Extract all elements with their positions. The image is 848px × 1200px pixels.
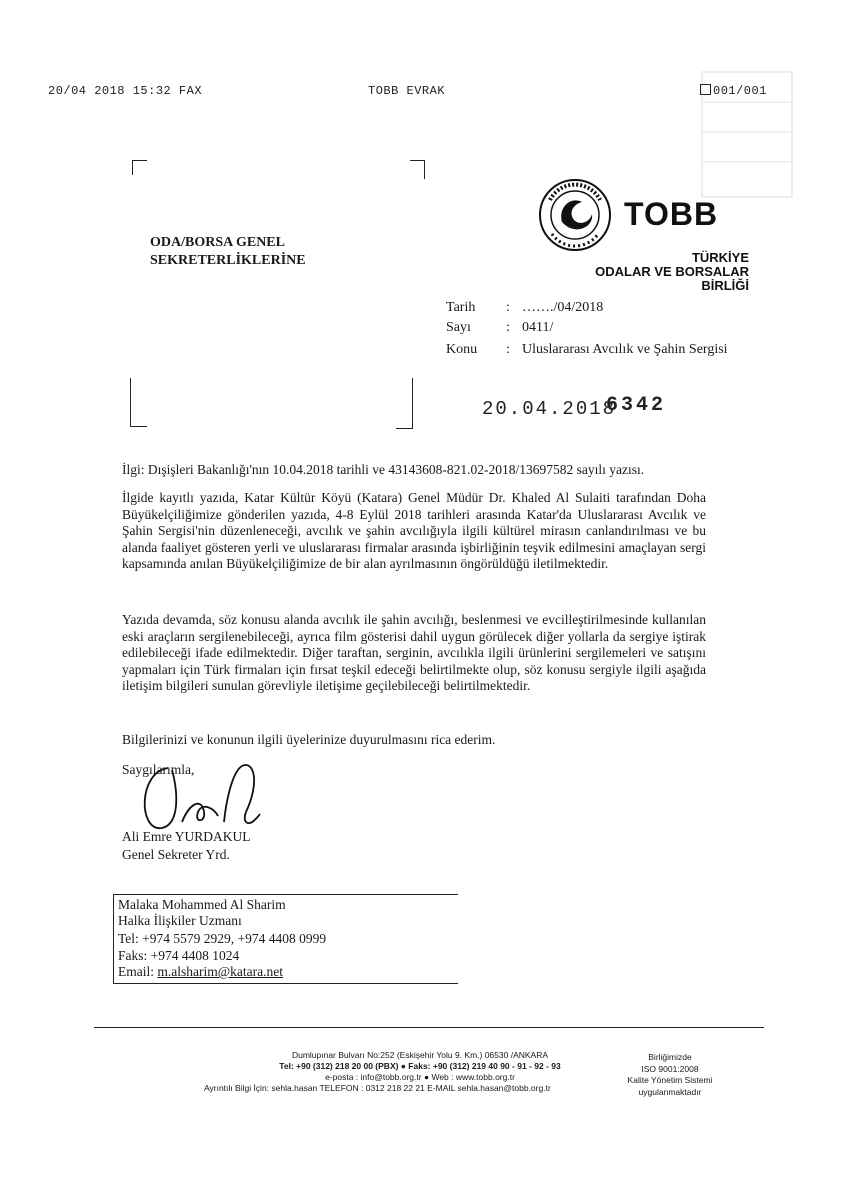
subject-label: Konu — [446, 342, 478, 357]
footer-iso-2: ISO 9001:2008 — [641, 1063, 699, 1074]
number-colon: : — [506, 320, 510, 335]
signer-block — [122, 828, 250, 864]
footer-contact — [204, 1050, 610, 1094]
date-colon: : — [506, 300, 510, 315]
bracket-top-left — [132, 160, 147, 175]
footer-web: e-posta : info@tobb.org.tr ● Web : www.tobb.org.tr — [325, 1072, 515, 1082]
body-paragraph-3: Bilgilerinizi ve konunun ilgili üyelerinize duyurulmasını rica ederim. — [122, 732, 496, 747]
received-stamp-number: 6342 — [606, 394, 667, 417]
fax-sender: TOBB EVRAK — [368, 84, 446, 98]
contact-fax: Faks: +974 4408 1024 — [118, 948, 240, 963]
org-line-2: ODALAR VE BORSALAR — [595, 264, 749, 279]
footer-iso-4: uygulanmaktadır — [638, 1086, 702, 1097]
date-label: Tarih — [446, 300, 476, 315]
footer-iso — [620, 1052, 720, 1098]
bracket-bottom-left — [130, 378, 147, 427]
subject-value: Uluslararası Avcılık ve Şahin Sergisi — [522, 342, 728, 357]
tobb-emblem-icon — [538, 178, 612, 252]
reference-line: İlgi: Dışişleri Bakanlığı'nın 10.04.2018 tarihli ve 43143608-821.02-2018/13697582 sayılı yazısı. — [122, 462, 645, 477]
contact-role: Halka İlişkiler Uzmanı — [118, 913, 242, 928]
number-value: 0411/ — [522, 320, 554, 335]
footer-detail: Ayrıntılı Bilgi İçin: sehla.hasan TELEFON : 0312 218 22 21 E-MAIL sehla.hasan@tobb.org.tr — [204, 1083, 551, 1093]
addressee-line-2: SEKRETERLİKLERİNE — [150, 253, 306, 268]
contact-email-link[interactable]: m.alsharim@katara.net — [157, 964, 284, 979]
footer-iso-3: Kalite Yönetim Sistemi — [627, 1075, 713, 1085]
contact-email-row — [118, 964, 283, 980]
bracket-bottom-right — [396, 378, 413, 429]
bracket-top-right — [410, 160, 425, 179]
tobb-logo-text: TOBB — [624, 196, 719, 232]
footer-address: Dumlupınar Bulvarı No:252 (Eskişehir Yolu 9. Km.) 06530 /ANKARA — [291, 1050, 549, 1060]
body-paragraph-2: Yazıda devamda, söz konusu alanda avcılık ile şahin avcılığı, beslenmesi ve evcilleştirilmesinde kullanılan eski araçların sergilenebileceği, ayrıca film gösterisi dahil uygun görülecek diğer yollarla da sergiye iştirak edilebileceği ifade edilmektedir. Diğer taraftan, serginin, avcılıkla ilgili ürünlerini sergilemeleri ve satışını yapmaları için Türk firmaları için fırsat teşkil edeceği belirtilmekte olup, söz konusu sergiyle ilgili aşağıda iletişim bilgileri sunulan görevliyle iletişime geçilebileceği belirtilmektedir. — [122, 612, 706, 693]
org-line-3: BİRLİĞİ — [701, 278, 749, 293]
signer-name: Ali Emre YURDAKUL — [122, 829, 251, 844]
addressee — [150, 234, 306, 270]
contact-email-label: Email: — [118, 964, 158, 979]
contact-tel: Tel: +974 5579 2929, +974 4408 0999 — [118, 931, 327, 946]
addressee-line-1: ODA/BORSA GENEL — [150, 235, 285, 250]
salutation: Saygılarımla, — [122, 762, 195, 777]
received-stamp-date: 20.04.2018 — [482, 398, 617, 420]
footer-phones: Tel: +90 (312) 218 20 00 (PBX) ● Faks: +90 (312) 219 40 90 - 91 - 92 - 93 — [279, 1061, 561, 1071]
footer-rule — [94, 1027, 764, 1028]
org-line-1: TÜRKİYE — [691, 250, 749, 265]
contact-box — [113, 894, 458, 984]
footer-iso-1: Birliğimizde — [648, 1052, 692, 1062]
signer-title: Genel Sekreter Yrd. — [122, 847, 230, 862]
subject-colon: : — [506, 342, 510, 357]
body-paragraph-1: İlgide kayıtlı yazıda, Katar Kültür Köyü (Katara) Genel Müdür Dr. Khaled Al Sulaiti tarafından Doha Büyükelçiliğimize gönderilen yazıda, 4-8 Eylül 2018 tarihleri arasında Katar'da Uluslararası Avcılık ve Şahin Sergisi'nin düzenleneceği, avcılık ve şahin avcılığıyla ilgili kültürel mirasın canlandırılması ve bu alanda faaliyet gösteren yerli ve uluslararası firmalar arasında işbirliğinin teşvik edilmesini amaçlayan sergi kapsamında anılan Büyükelçiliğimize de bir alan ayrılmasının öngörüldüğü iletilmektedir. — [122, 490, 706, 571]
contact-name: Malaka Mohammed Al Sharim — [118, 897, 286, 912]
fax-pages: 001/001 — [713, 84, 767, 98]
fax-datetime: 20/04 2018 15:32 FAX — [48, 84, 203, 98]
faint-stamp-icon — [700, 70, 795, 200]
date-value: ……./04/2018 — [522, 300, 604, 315]
number-label: Sayı — [446, 320, 471, 335]
